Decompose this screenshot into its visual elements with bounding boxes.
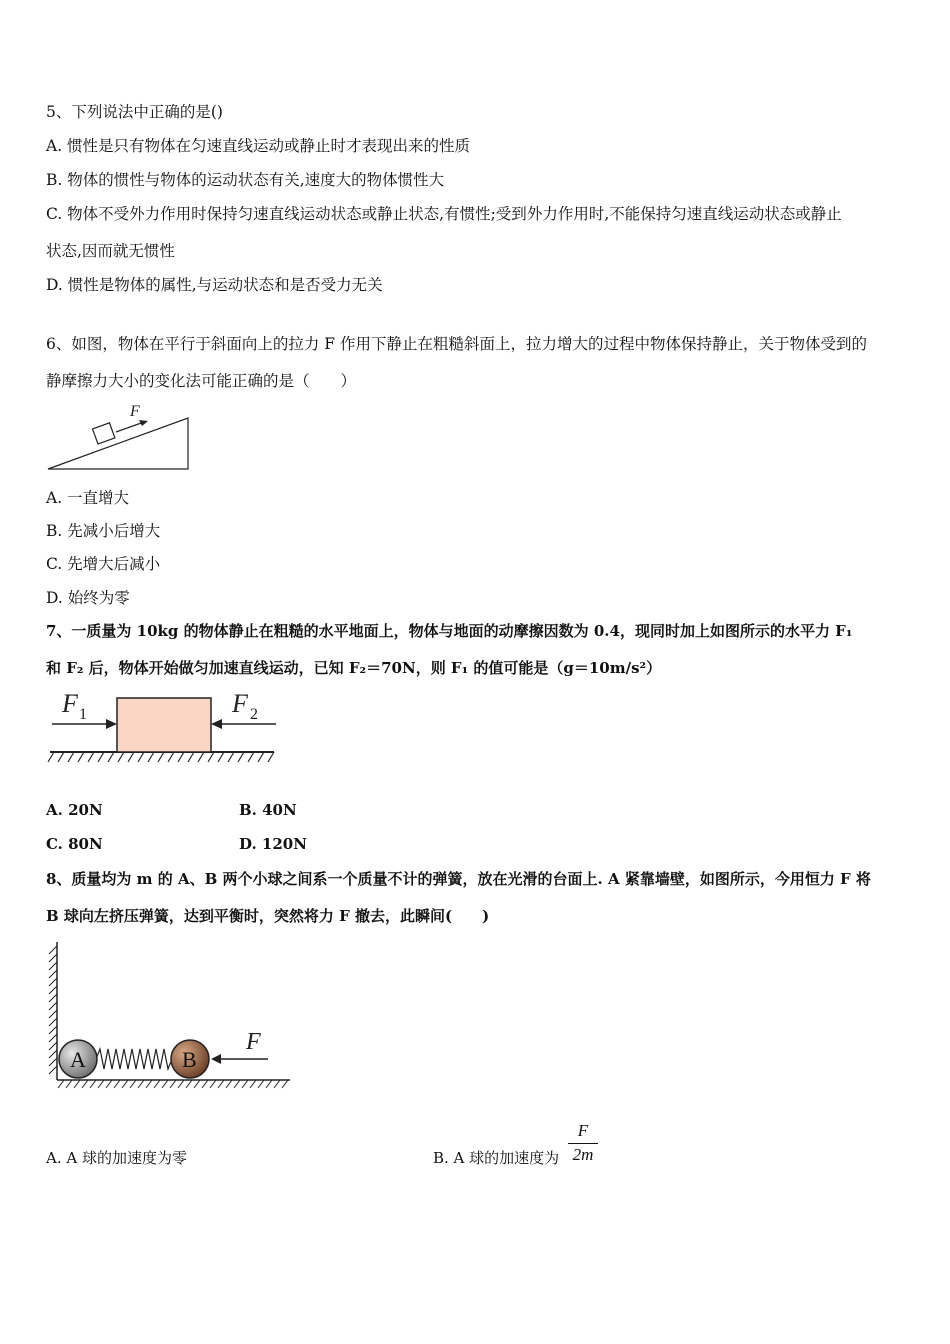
q7-option-b: B. 40N	[239, 801, 297, 819]
q6-option-a: A. 一直增大	[46, 489, 130, 507]
q5-option-d: D. 惯性是物体的属性,与运动状态和是否受力无关	[46, 276, 383, 294]
q5-option-c-line2: 状态,因而就无惯性	[46, 242, 175, 260]
fraction-bar	[568, 1143, 598, 1144]
q6-stem-line1: 6、如图，物体在平行于斜面向上的拉力 F 作用下静止在粗糙斜面上，拉力增大的过程中物体保持静止，关于物体受到的	[46, 335, 867, 353]
incline-force-label: F	[130, 403, 140, 420]
ground-hatching	[48, 752, 274, 762]
q6-incline-figure	[46, 398, 196, 473]
force-label: F	[246, 1029, 261, 1055]
q7-stem-line2: 和 F₂ 后，物体开始做匀加速直线运动，已知 F₂＝70N，则 F₁ 的值可能是（g＝10m/s²）	[46, 659, 662, 677]
wall-hatching	[49, 946, 57, 1074]
f2-subscript: 2	[250, 706, 258, 723]
incline-force-arrow	[116, 422, 144, 432]
incline-block	[93, 423, 115, 444]
q5-stem: 5、下列说法中正确的是()	[46, 103, 223, 121]
q5-option-b: B. 物体的惯性与物体的运动状态有关,速度大的物体惯性大	[46, 171, 445, 189]
f2-label: F	[232, 689, 248, 718]
q7-option-a: A. 20N	[46, 801, 103, 819]
q8-stem-line1: 8、质量均为 m 的 A、B 两个小球之间系一个质量不计的弹簧，放在光滑的台面上. A 紧靠墙壁，如图所示，今用恒力 F 将	[46, 870, 871, 888]
spring	[96, 1049, 172, 1069]
q7-block-figure	[46, 685, 281, 770]
ball-b-label: B	[182, 1047, 197, 1072]
q8-option-b-text: B. A 球的加速度为	[433, 1149, 560, 1167]
q6-stem-line2: 静摩擦力大小的变化法可能正确的是（ ）	[46, 372, 357, 390]
f1-subscript: 1	[79, 706, 87, 723]
q5-option-a: A. 惯性是只有物体在匀速直线运动或静止时才表现出来的性质	[46, 137, 471, 155]
q6-option-c: C. 先增大后减小	[46, 555, 161, 573]
q8-option-b-fraction	[568, 1121, 598, 1165]
q7-option-d: D. 120N	[239, 835, 307, 853]
table-hatching	[58, 1080, 288, 1088]
q8-stem-line2: B 球向左挤压弹簧，达到平衡时，突然将力 F 撤去，此瞬间( )	[46, 907, 490, 925]
ball-a-label: A	[70, 1047, 86, 1072]
fraction-denominator: 2m	[572, 1145, 594, 1164]
q7-block	[117, 698, 211, 752]
q7-option-c: C. 80N	[46, 835, 103, 853]
q5-option-c-line1: C. 物体不受外力作用时保持匀速直线运动状态或静止状态,有惯性;受到外力作用时,不能保持匀速直线运动状态或静止	[46, 205, 842, 223]
fraction-numerator: F	[577, 1121, 589, 1140]
f1-label: F	[62, 689, 78, 718]
q6-option-b: B. 先减小后增大	[46, 522, 161, 540]
q8-spring-figure	[46, 938, 296, 1093]
q7-stem-line1: 7、一质量为 10kg 的物体静止在粗糙的水平地面上，物体与地面的动摩擦因数为 0.4，现同时加上如图所示的水平力 F₁	[46, 622, 853, 640]
q8-option-a: A. A 球的加速度为零	[46, 1149, 187, 1167]
q6-option-d: D. 始终为零	[46, 589, 130, 607]
incline-ramp	[48, 418, 188, 469]
